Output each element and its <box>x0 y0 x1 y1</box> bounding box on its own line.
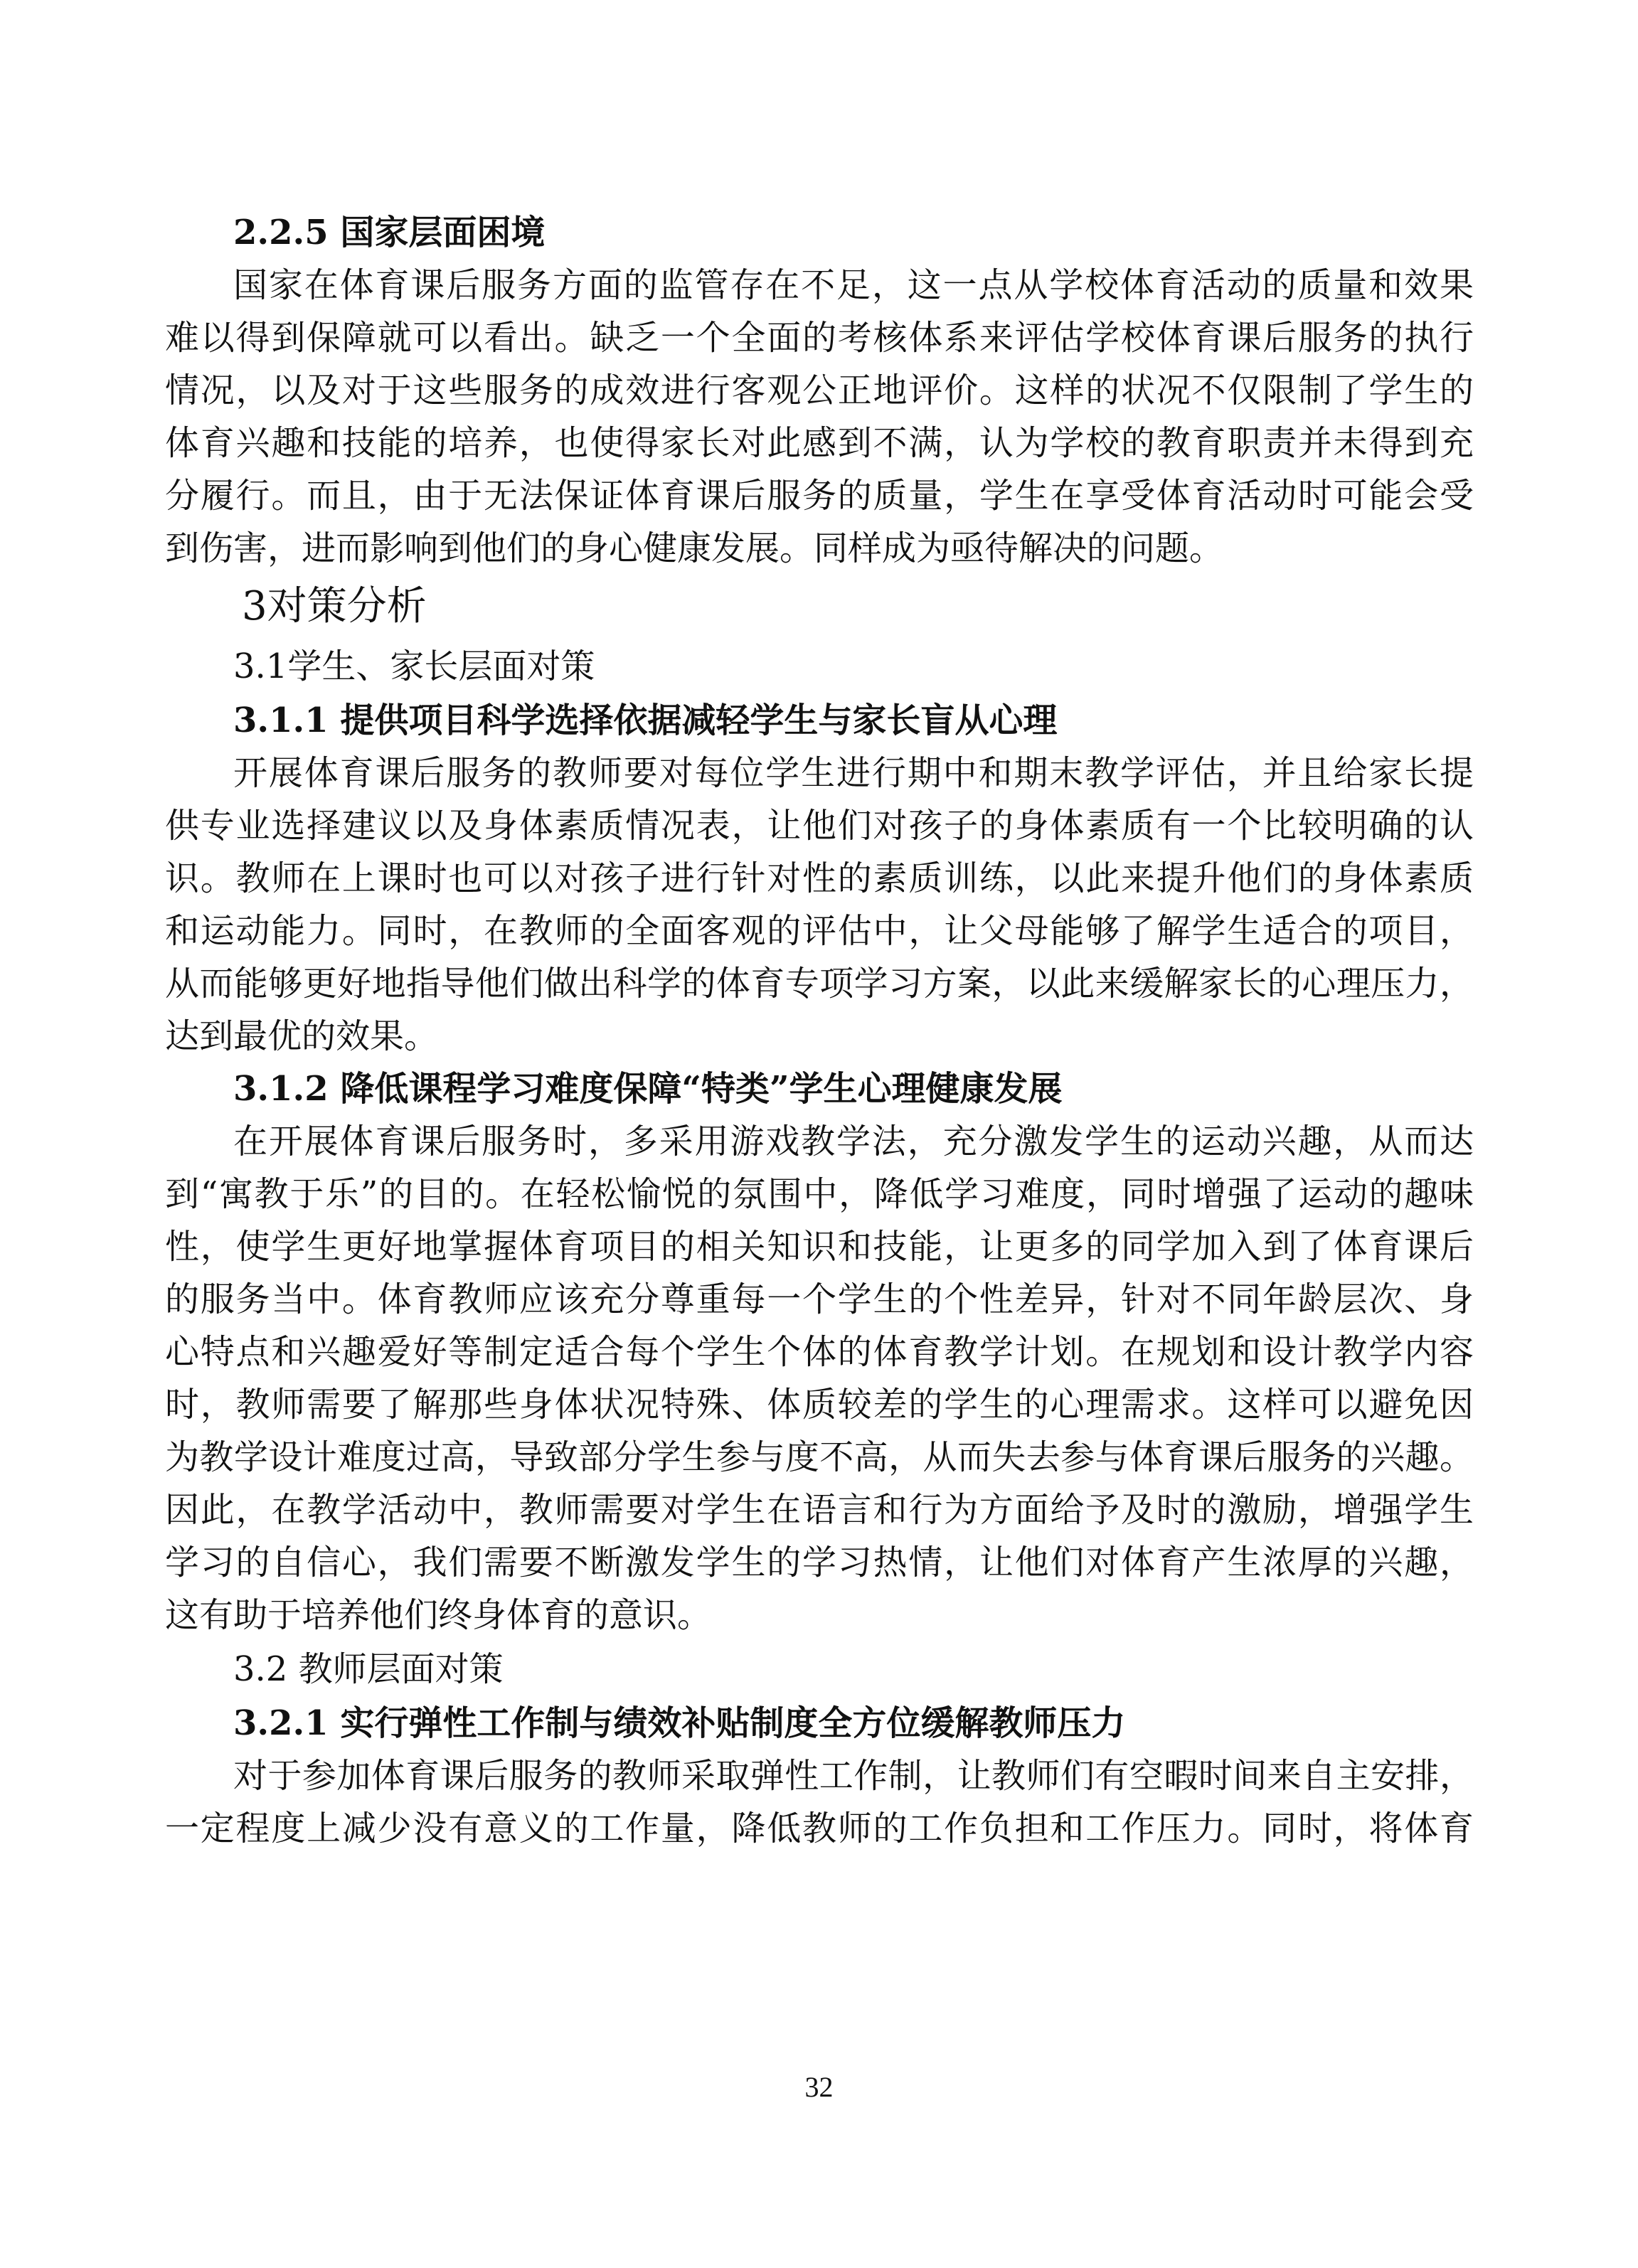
paragraph-line: 在开展体育课后服务时，多采用游戏教学法，充分激发学生的运动兴趣，从而达 <box>233 1122 1474 1161</box>
paragraph-line: 和运动能力。同时，在教师的全面客观的评估中，让父母能够了解学生适合的项目， <box>165 911 1474 951</box>
heading-3: 3对策分析 <box>242 583 427 629</box>
paragraph-line: 供专业选择建议以及身体素质情况表，让他们对孩子的身体素质有一个比较明确的认 <box>165 806 1474 846</box>
heading-3-1-1: 3.1.1 提供项目科学选择依据减轻学生与家长盲从心理 <box>233 701 1058 740</box>
paragraph-3-2-1 <box>165 1750 1474 1855</box>
paragraph-line: 达到最优的效果。 <box>165 1016 439 1056</box>
paragraph-3-1-1 <box>165 747 1474 1063</box>
page-number: 32 <box>804 2071 834 2103</box>
paragraph-line: 开展体育课后服务的教师要对每位学生进行期中和期末教学评估，并且给家长提 <box>233 753 1474 793</box>
paragraph-line: 这有助于培养他们终身体育的意识。 <box>165 1595 712 1635</box>
heading-3-2-1: 3.2.1 实行弹性工作制与绩效补贴制度全方位缓解教师压力 <box>233 1703 1126 1743</box>
page-body <box>165 206 1474 1855</box>
paragraph-line: 为教学设计难度过高，导致部分学生参与度不高，从而失去参与体育课后服务的兴趣。 <box>165 1437 1474 1477</box>
paragraph-line: 分履行。而且，由于无法保证体育课后服务的质量，学生在享受体育活动时可能会受 <box>165 476 1474 516</box>
paragraph-line: 体育兴趣和技能的培养，也使得家长对此感到不满，认为学校的教育职责并未得到充 <box>165 423 1474 463</box>
paragraph-line: 性，使学生更好地掌握体育项目的相关知识和技能，让更多的同学加入到了体育课后 <box>165 1227 1474 1267</box>
heading-3-2: 3.2 教师层面对策 <box>233 1649 504 1689</box>
paragraph-line: 到伤害，进而影响到他们的身心健康发展。同样成为亟待解决的问题。 <box>165 528 1224 568</box>
paragraph-line: 心特点和兴趣爱好等制定适合每个学生个体的体育教学计划。在规划和设计教学内容 <box>165 1332 1474 1372</box>
paragraph-line: 识。教师在上课时也可以对孩子进行针对性的素质训练，以此来提升他们的身体素质 <box>165 858 1474 898</box>
heading-3-1: 3.1学生、家长层面对策 <box>233 646 595 686</box>
paragraph-line: 国家在体育课后服务方面的监管存在不足，这一点从学校体育活动的质量和效果 <box>233 265 1474 305</box>
paragraph-line: 时，教师需要了解那些身体状况特殊、体质较差的学生的心理需求。这样可以避免因 <box>165 1385 1474 1425</box>
heading-3-1-2: 3.1.2 降低课程学习难度保障“特类”学生心理健康发展 <box>233 1069 1063 1109</box>
paragraph-line: 学习的自信心，我们需要不断激发学生的学习热情，让他们对体育产生浓厚的兴趣， <box>165 1543 1474 1582</box>
paragraph-line: 到“寓教于乐”的目的。在轻松愉悦的氛围中，降低学习难度，同时增强了运动的趣味 <box>165 1174 1474 1214</box>
paragraph-line: 因此，在教学活动中，教师需要对学生在语言和行为方面给予及时的激励，增强学生 <box>165 1490 1474 1530</box>
paragraph-3-1-2 <box>165 1115 1474 1641</box>
paragraph-line: 的服务当中。体育教师应该充分尊重每一个学生的个性差异，针对不同年龄层次、身 <box>165 1279 1474 1319</box>
heading-2-2-5: 2.2.5 国家层面困境 <box>233 213 546 252</box>
paragraph-line: 对于参加体育课后服务的教师采取弹性工作制，让教师们有空暇时间来自主安排， <box>233 1756 1474 1796</box>
paragraph-line: 情况，以及对于这些服务的成效进行客观公正地评价。这样的状况不仅限制了学生的 <box>165 371 1474 410</box>
paragraph-line: 一定程度上减少没有意义的工作量，降低教师的工作负担和工作压力。同时，将体育 <box>165 1809 1474 1848</box>
paragraph-line: 从而能够更好地指导他们做出科学的体育专项学习方案，以此来缓解家长的心理压力， <box>165 964 1474 1003</box>
paragraph-line: 难以得到保障就可以看出。缺乏一个全面的考核体系来评估学校体育课后服务的执行 <box>165 318 1474 358</box>
paragraph-2-2-5 <box>165 259 1474 575</box>
